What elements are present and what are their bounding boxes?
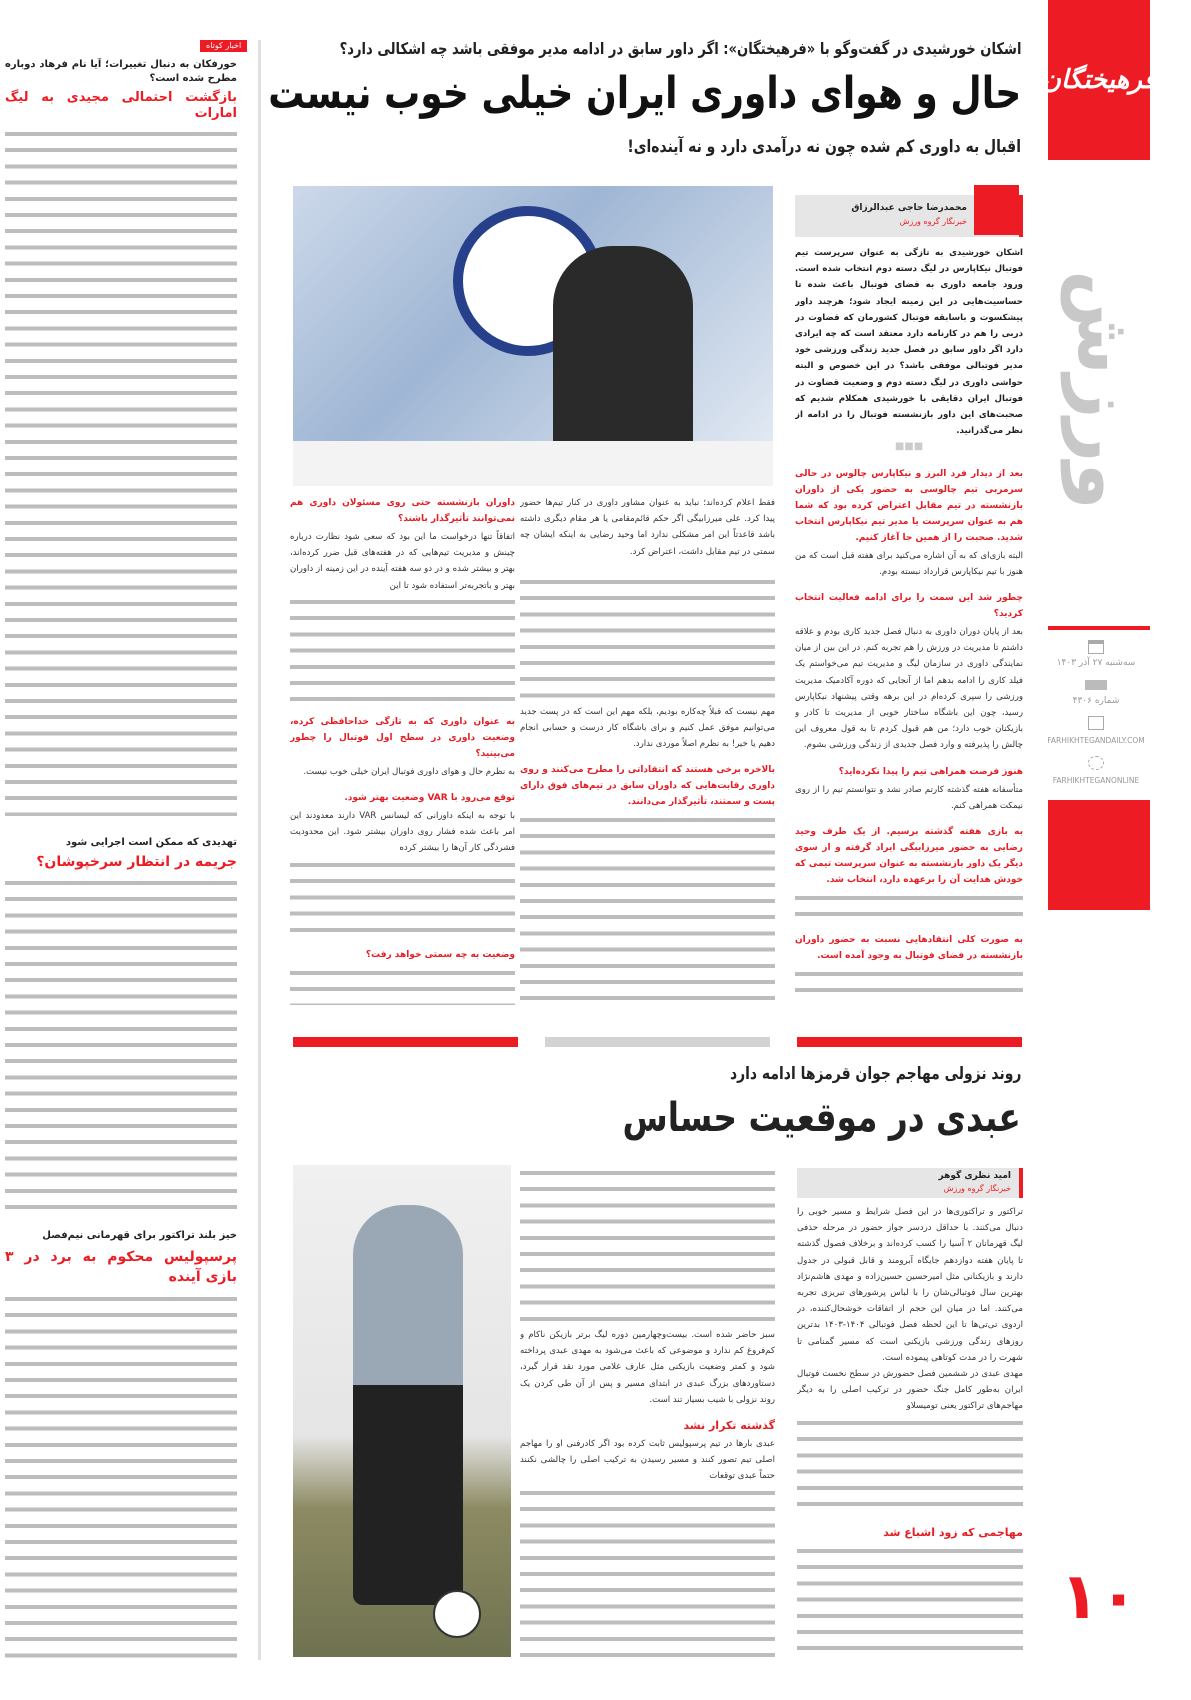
second-header	[521, 1060, 1021, 1148]
main-column-left	[290, 495, 515, 1005]
paragraph: مهدی عبدی در ششمین فصل حضورش در سطح نخست فوتبال ایران به‌طور کامل جنگ حضور در ترکیب اصلی را به دیگر مهاجم‌های تراکتور یعنی تومیسلاو	[797, 1369, 1023, 1412]
paragraph: فقط اعلام کرده‌اند؛ نباید به عنوان مشاور داوری در کنار تیم‌ها حضور پیدا کرد. علی میرزابیگی اگر حکم قائم‌مقامی یا هر مقام دیگری داشته باشد قاعدتاً این امر مشکلی ندارد اما وحید رضایی به اینکه ایشان چه سمتی در تیم مقابل داشت، اعتراض کرد.	[520, 498, 775, 557]
website[interactable]: FARHIKHTEGANDAILY.COM	[1047, 736, 1145, 745]
news-tag: اخبار کوتاه	[200, 40, 247, 52]
author-role: خبرنگار گروه ورزش	[943, 1184, 1011, 1193]
news-title: پرسپولیس محکوم به برد در ۳ بازی آینده	[5, 1248, 237, 1285]
news-column	[5, 58, 237, 1668]
issue-number: شماره ۴۳۰۶	[1072, 696, 1120, 706]
news-kicker: تهدیدی که ممکن است اجرایی شود	[65, 837, 237, 849]
desk	[293, 441, 773, 486]
answer: به نظرم حال و هوای داوری فوتبال ایران خیلی خوب نیست.	[303, 766, 515, 777]
main-header	[268, 36, 1021, 160]
author-box	[795, 195, 1023, 237]
second-column-right	[797, 1204, 1023, 1659]
logo: فرهیختگان	[1041, 65, 1157, 95]
news-title: جریمه در انتظار سرخپوشان؟	[36, 854, 237, 871]
news-kicker: خورفکان به دنبال تغییرات؛ آیا نام فرهاد دوباره مطرح شده است؟	[5, 59, 237, 84]
question: به عنوان داوری که به تازگی خداحافظی کرده، وضعیت داوری در سطح اول فوتبال را چطور می‌بینید؟	[290, 716, 515, 759]
main-photo	[293, 186, 773, 486]
author-name: محمدرضا حاجی عبدالرزاق	[851, 203, 967, 213]
answer: بعد از پایان دوران داوری به دنبال فصل جدید کاری بودم و علاقه داشتم تا مدیریت در ورزش را هم تجربه کنم. در این بین از میان نمایندگی داوری در سازمان لیگ و مدیریت تیم می‌خواستم یک فیلد کاری را ادامه بدهم اما از آنجایی که دوره آکادمیک مدیریت ورزشی را سپری کرده‌ام در این برهه وقتی پیشنهاد نیکاپارس رسید، چون این باشگاه ساختار خوبی از مدیریت تا کادر و بازیکنان خوب دارد؛ من هم قبول کردم تا به قول معروف این چالش را پذیرفته و وارد فصل جدیدی از زندگی ورزشی بشوم.	[795, 627, 1023, 751]
main-subheadline: اقبال به داوری کم شده چون نه درآمدی دارد و نه آینده‌ای!	[627, 137, 1021, 157]
news-title: بازگشت احتمالی مجیدی به لیگ امارات	[5, 90, 237, 122]
logo-block	[1041, 0, 1157, 160]
question: بالاخره برخی هستند که انتقاداتی را مطرح می‌کنند و روی داوری رقابت‌هایی که داوران سابق در تیم‌های فوق دارای پست و سمتند، تأثیرگذار می‌دانند.	[520, 765, 775, 808]
second-kicker: روند نزولی مهاجم جوان قرمزها ادامه دارد	[729, 1064, 1021, 1084]
question: چطور شد این سمت را برای ادامه فعالیت انتخاب کردید؟	[795, 593, 1023, 620]
question: به بازی هفته گذشته برسیم. از یک طرف وحید رضایی به حضور میرزابیگی ایراد گرفته و از سوی دیگر یک داور بازنشسته به عنوان سرپرست تیمی که خودش هدایت آن را برعهده دارد، انتخاب شد.	[795, 827, 1023, 886]
paragraph: تراکتور و تراکتوری‌ها در این فصل شرایط و مسیر خوبی را دنبال می‌کنند. با حداقل دردسر جواز حضور در مرحله حذفی لیگ قهرمانان ۲ آسیا را کسب کرده‌اند و برخلاف فصول گذشته تا پایان هفته دوازدهم جایگاه آبرومند و قابل قبولی در جدول دارند و بازیکنانی مثل امیرحسین حسین‌زاده و مهدی هاشم‌نژاد بهترین سال فوتبالی‌شان را با لباس پرشورهای تبریزی تجربه می‌کنند. اما در میان این حجم از اتفاقات خوشحال‌کننده، در اردوی تی‌تی‌ها تا این لحظه فصل فوتبالی ۱۴۰۴-۱۴۰۳ بدترین روزهای زندگی ورزشی بازیکنی است که مسیر گمنامی تا شهرت را در مدت کوتاهی پیموده است.	[797, 1207, 1023, 1363]
paragraph: عبدی بارها در تیم پرسپولیس ثابت کرده بود اگر کادرفنی او را مهاجم اصلی تیم تصور کنند و مسیر رسیدن به ترکیب اصلی را چالشی نکنند حتماً عبدی توقعات	[520, 1439, 775, 1482]
question: داوران بازنشسته حتی روی مسئولان داوری هم نمی‌توانند تأثیرگذار باشند؟	[290, 498, 515, 524]
date: سه‌شنبه ۲۷ آذر ۱۴۰۳	[1056, 658, 1136, 668]
main-column-right: اشکان خورشیدی به تازگی به عنوان سرپرست تیم فوتبال نیکاپارس در لیگ دسته دوم انتخاب شده است. ورود جامعه داوری به فضای فوتبال باعث شده تا حساسیت‌هایی در این زمینه ایجاد شود؛ هرچند داور پیشکسوت و باسابقه فوتبال کشورمان که قضاوت در دربی را هم در کارنامه دارد معتقد است که چه ایرادی دارد اگر داور سابق در فصل جدید زندگی ورزشی خود مدیر فوتبالی موفقی باشد؟ در این خصوص و البته حواشی داوری در لیگ دسته دوم و وضعیت قضاوت در فوتبال ایران دقایقی با خورشیدی همکلام شدیم که صحبت‌های این داور بازنشسته فوتبال را در ادامه از نظر می‌گذرانید. ■■■ بعد از دیدار فرد البرز و نیکاپارس چالوس در حالی سرمربی تیم چالوسی به حضور یکی از داوران بازنشسته در تیم مقابل اعتراض کرده بود که شما هم به عنوان سرپرست یا مدیر تیم نیکاپارس انتخاب شدید. صحبت را از همین جا آغاز کنیم. البته بازی‌ای که به آن اشاره می‌کنید برای هفته قبل است که من هنوز با تیم نیکاپارس قرارداد نبسته بودم. چطور شد این سمت را برای ادامه فعالیت انتخاب کردید؟ بعد از پایان دوران داوری به دنبال فصل جدید کاری بودم و علاقه داشتم تا مدیریت در ورزش را هم تجربه کنم. در این بین از میان نمایندگی داوری در سازمان لیگ و مدیریت تیم می‌خواستم یک فیلد کاری را ادامه بدهم اما از آنجایی که دوره آکادمیک مدیریت ورزشی را سپری کرده‌ام در این برهه وقتی پیشنهاد نیکاپارس رسید، چون این باشگاه ساختار خوبی از مدیریت تا کادر و بازیکنان خوب دارد؛ من هم قبول کردم تا به قول معروف این چالش را پذیرفته و وارد فصل جدیدی از زندگی ورزشی بشوم. هنوز فرصت همراهی تیم را پیدا نکرده‌اید؟ متأسفانه هفته گذشته کارتم صادر نشد و نتوانستم تیم را از روی نیمکت همراهی کنم. به بازی هفته گذشته برسیم. از یک طرف وحید رضایی به حضور میرزابیگی ایراد گرفته و از سوی دیگر یک داور بازنشسته به عنوان سرپرست تیمی که خودش هدایت آن را برعهده دارد، انتخاب شد. به صورت کلی انتقادهایی نسبت به حضور داوران بازنشسته در فضای فوتبال به وجود آمده است.	[795, 245, 1023, 1030]
author-name: امید نظری گوهر	[938, 1171, 1011, 1181]
answer: متأسفانه هفته گذشته کارتم صادر نشد و نتوانستم تیم را از روی نیمکت همراهی کنم.	[795, 784, 1023, 811]
player-figure	[353, 1205, 463, 1605]
author-box	[797, 1168, 1023, 1198]
subhead: گذشته تکرار نشد	[683, 1419, 775, 1433]
second-column-middle	[520, 1165, 775, 1657]
question: توقع می‌رود با VAR وضعیت بهتر شود.	[344, 793, 515, 804]
main-headline: حال و هوای داوری ایران خیلی خوب نیست	[268, 68, 1021, 119]
social-icon	[1088, 756, 1104, 770]
player-photo	[293, 1165, 511, 1657]
divider	[797, 1037, 1022, 1047]
answer: با توجه به اینکه داورانی که لیسانس VAR دارند معدودند این امر باعث شده فشار روی داوران بیشتر شود. این محدودیت فشردگی کار آن‌ها را بیشتر کرده	[290, 811, 515, 854]
calendar-icon	[1088, 640, 1104, 654]
red-block	[1048, 800, 1150, 910]
author-role: خبرنگار گروه ورزش	[899, 217, 967, 226]
section-title: ورزش	[1061, 270, 1150, 510]
divider	[293, 1037, 518, 1047]
main-kicker: اشکان خورشیدی در گفت‌وگو با «فرهیختگان»: اگر داور سابق در ادامه مدیر موفقی باشد چه اشکالی دارد؟	[339, 39, 1021, 58]
main-column-middle	[520, 495, 775, 1005]
social-handle[interactable]: FARHIKHTEGANONLINE	[1052, 776, 1140, 785]
answer: اتفاقاً تنها درخواست ما این بود که سعی شود نظارت درباره چینش و مدیریت تیم‌هایی که در هفته‌های قبل ضرر کرده‌اند، بهتر و بیشتر شده و در دو سه هفته آینده در این زمینه از داوران بهتر و باتجربه‌تر استفاده شود تا این	[290, 532, 515, 591]
question: به صورت کلی انتقادهایی نسبت به حضور داوران بازنشسته در فضای فوتبال به وجود آمده است.	[795, 935, 1023, 962]
web-icon	[1088, 716, 1104, 730]
ball	[433, 1590, 481, 1638]
issn-icon	[1085, 680, 1107, 690]
author-photo	[974, 185, 1019, 235]
intro: اشکان خورشیدی به تازگی به عنوان سرپرست تیم فوتبال نیکاپارس در لیگ دسته دوم انتخاب شده است. ورود جامعه داوری به فضای فوتبال باعث شده تا حساسیت‌هایی در این زمینه ایجاد شود؛ هرچند داور پیشکسوت و باسابقه فوتبال کشورمان که قضاوت در دربی را هم در کارنامه دارد معتقد است که چه ایرادی دارد اگر داور سابق در فصل جدید زندگی ورزشی خود مدیر فوتبالی موفقی باشد؟ در این خصوص و البته حواشی داوری در لیگ دسته دوم و وضعیت قضاوت در فوتبال ایران دقایقی با خورشیدی همکلام شدیم که صحبت‌های این داور بازنشسته فوتبال را در ادامه از نظر می‌گذرانید.	[795, 248, 1023, 437]
subhead: مهاجمی که زود اشباع شد	[883, 1525, 1023, 1539]
divider	[1048, 626, 1150, 630]
paragraph: سبز حاضر شده است. بیست‌وچهارمین دوره لیگ برتر بازیکن ناکام و کم‌فروغ کم ندارد و موضوعی که باعث می‌شود به مهدی عبدی پرداخته شود و کمتر وضعیت بازیکنی مثل عارف غلامی مورد نقد قرار گیرد، دستاوردهای بزرگ عبدی در ابتدای مسیر و پس از آن طی کردن یک روند نزولی با شیب بسیار تند است.	[520, 1330, 775, 1405]
question: بعد از دیدار فرد البرز و نیکاپارس چالوس در حالی سرمربی تیم چالوسی به حضور یکی از داوران بازنشسته در تیم مقابل اعتراض کرده بود که شما هم به عنوان سرپرست یا مدیر تیم نیکاپارس انتخاب شدید. صحبت را از همین جا آغاز کنیم.	[795, 468, 1023, 543]
news-kicker: خیز بلند تراکتور برای قهرمانی نیم‌فصل	[42, 1229, 237, 1241]
page-number: ۱۰	[1059, 1560, 1139, 1634]
divider	[545, 1037, 770, 1047]
question: وضعیت به چه سمتی خواهد رفت؟	[365, 949, 515, 960]
question: هنوز فرصت همراهی تیم را پیدا نکرده‌اید؟	[838, 766, 1023, 777]
answer: البته بازی‌ای که به آن اشاره می‌کنید برای هفته قبل است که من هنوز با تیم نیکاپارس قرارداد نبسته بودم.	[795, 550, 1023, 577]
paragraph: مهم نیست که قبلاً چه‌کاره بودیم، بلکه مهم این است که در پست جدید می‌توانیم موفق عمل کنیم و برای باشگاه کار درست و حسابی انجام دهیم یا خیر! به نظرم اصلاً موردی ندارد.	[520, 706, 775, 750]
column-rule	[258, 40, 261, 1660]
second-headline: عبدی در موقعیت حساس	[622, 1095, 1021, 1141]
